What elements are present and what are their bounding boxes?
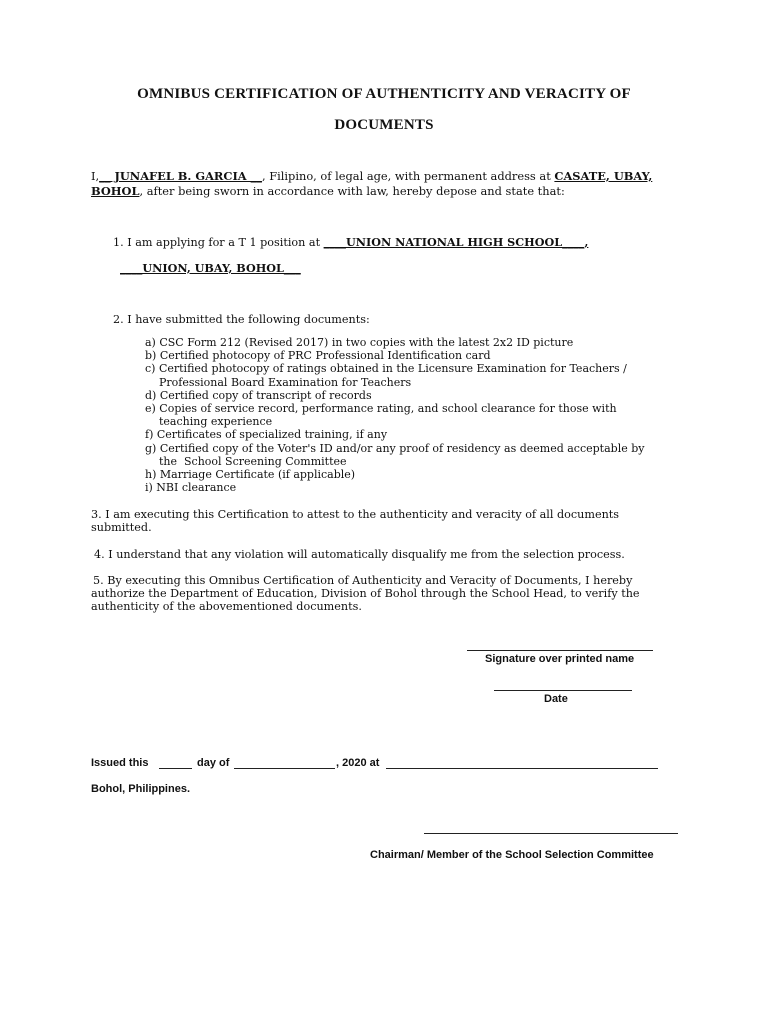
document-title-continued: DOCUMENTS — [334, 117, 434, 133]
documents-list — [145, 336, 644, 494]
intro-prefix: I, — [91, 169, 100, 183]
document-item: teaching experience — [145, 415, 273, 429]
document-item: d) Certified copy of transcript of records — [145, 388, 372, 402]
school-name: ____UNION NATIONAL HIGH SCHOOL____, — [323, 235, 589, 249]
document-item: b) Certified photocopy of PRC Professional Identification card — [145, 349, 491, 363]
document-item: c) Certified photocopy of ratings obtained in the Licensure Examination for Teachers / — [145, 362, 627, 376]
item-1-text: 1. I am applying for a T 1 position at — [113, 236, 324, 249]
intro-line-2 — [91, 185, 565, 199]
affiant-name: __ JUNAFEL B. GARCIA __ — [99, 169, 262, 183]
issued-text-1: Issued this — [91, 757, 149, 769]
item-3-line-2: submitted. — [91, 521, 152, 534]
issued-day-line — [159, 768, 192, 769]
issued-place-line — [386, 768, 658, 769]
issued-month-line — [234, 768, 335, 769]
item-5-line-3: authenticity of the abovementioned documents. — [91, 600, 362, 613]
document-item: f) Certificates of specialized training, if any — [145, 428, 388, 442]
issued-text-2: day of — [197, 757, 230, 769]
address-line-2: BOHOL — [91, 184, 140, 198]
school-location: ____UNION, UBAY, BOHOL___ — [120, 261, 301, 275]
date-line — [494, 690, 632, 691]
intro-rest-text: , after being sworn in accordance with law, hereby depose and state that: — [139, 184, 565, 198]
document-item: Professional Board Examination for Teachers — [145, 375, 412, 389]
signature-label: Signature over printed name — [485, 653, 635, 665]
signature-line — [467, 650, 653, 651]
document-item: a) CSC Form 212 (Revised 2017) in two copies with the latest 2x2 ID picture — [145, 336, 574, 349]
document-item: i) NBI clearance — [145, 481, 237, 495]
issued-place: Bohol, Philippines. — [91, 783, 190, 795]
item-2-text: 2. I have submitted the following documents: — [113, 313, 370, 326]
item-1 — [113, 236, 588, 250]
document-item: e) Copies of service record, performance rating, and school clearance for those with — [145, 402, 617, 416]
item-5-line-2: authorize the Department of Education, Division of Bohol through the School Head, to verify the — [91, 587, 640, 600]
address-line-1: CASATE, UBAY, — [554, 169, 653, 183]
committee-label: Chairman/ Member of the School Selection Committee — [370, 849, 654, 861]
document-title: OMNIBUS CERTIFICATION OF AUTHENTICITY AND VERACITY OF — [137, 86, 631, 102]
committee-signature-line — [424, 833, 678, 834]
intro-line-1 — [91, 170, 652, 184]
date-label: Date — [544, 693, 568, 705]
document-item: g) Certified copy of the Voter's ID and/or any proof of residency as deemed acceptable by — [145, 441, 645, 455]
intro-mid-text: , Filipino, of legal age, with permanent address at — [261, 169, 555, 183]
issued-text-3: , 2020 at — [336, 757, 380, 769]
item-3-line-1: 3. I am executing this Certification to attest to the authenticity and veracity of all documents — [91, 508, 620, 521]
document-item: the School Screening Committee — [145, 454, 347, 468]
item-5-line-1: 5. By executing this Omnibus Certification of Authenticity and Veracity of Documents, I hereby — [93, 574, 633, 587]
document-item: h) Marriage Certificate (if applicable) — [145, 468, 356, 482]
item-4-text: 4. I understand that any violation will automatically disqualify me from the selection process. — [94, 548, 625, 561]
